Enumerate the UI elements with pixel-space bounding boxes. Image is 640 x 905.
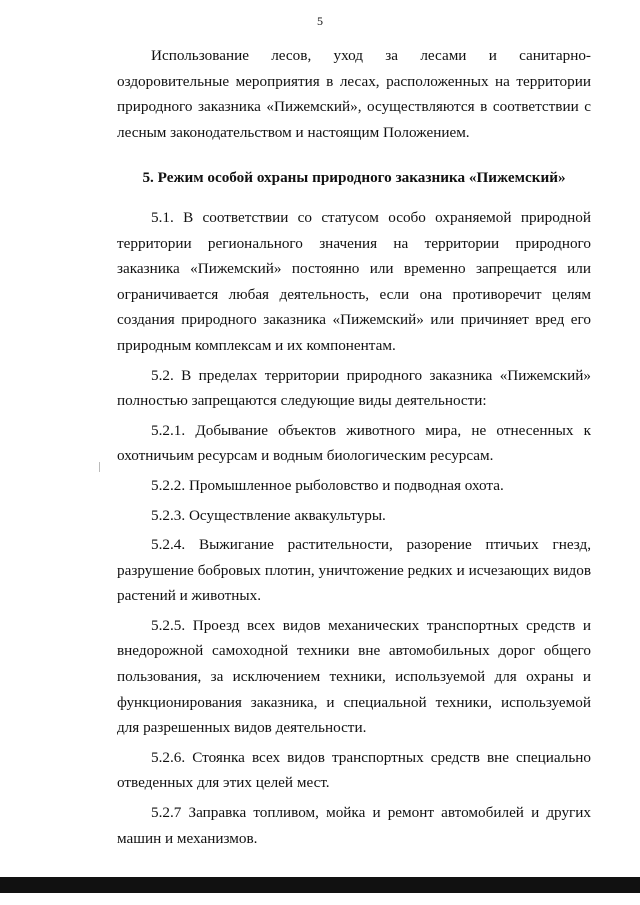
page-number: 5: [317, 14, 323, 28]
document-body: [117, 43, 591, 855]
intro-paragraph: Использование лесов, уход за лесами и санитарно-оздоровительные мероприятия в лесах, расположенных на территории природного заказника «Пижемский», осуществляются в соответствии с лесным законодательством и настоящим Положением.: [117, 47, 591, 141]
paragraph-5-2-4: 5.2.4. Выжигание растительности, разорение птичьих гнезд, разрушение бобровых плотин, уничтожение редких и исчезающих видов растений и животных.: [117, 536, 591, 605]
paragraph-5-2-1: 5.2.1. Добывание объектов животного мира, не отнесенных к охотничьим ресурсам и водным биологическим ресурсам.: [117, 421, 591, 465]
scan-mark: [99, 462, 100, 472]
paragraph-5-2-3: 5.2.3. Осуществление аквакультуры.: [151, 506, 386, 524]
paragraph-5-2-5: 5.2.5. Проезд всех видов механических транспортных средств и внедорожной самоходной техники вне автомобильных дорог общего пользования, за исключением техники, используемой для охраны и функционирования заказника, и специальной техники, используемой для разрешенных видов деятельности.: [117, 616, 591, 737]
paragraph-5-2-6: 5.2.6. Стоянка всех видов транспортных средств вне специально отведенных для этих целей мест.: [117, 748, 591, 792]
scan-bottom-bar: [0, 877, 640, 893]
paragraph-5-2-7: 5.2.7 Заправка топливом, мойка и ремонт автомобилей и других машин и механизмов.: [117, 804, 591, 847]
paragraph-5-2: 5.2. В пределах территории природного заказника «Пижемский» полностью запрещаются следующие виды деятельности:: [117, 366, 591, 410]
paragraph-5-2-2: 5.2.2. Промышленное рыболовство и подводная охота.: [151, 476, 504, 494]
paragraph-5-1: 5.1. В соответствии со статусом особо охраняемой природной территории регионального значения на территории природного заказника «Пижемский» постоянно или временно запрещается или ограничивается любая деятельность, если она противоречит целям создания природного заказника «Пижемский» или причиняет вред его природным комплексам и их компонентам.: [117, 208, 591, 354]
section-title: 5. Режим особой охраны природного заказника «Пижемский»: [142, 169, 566, 187]
